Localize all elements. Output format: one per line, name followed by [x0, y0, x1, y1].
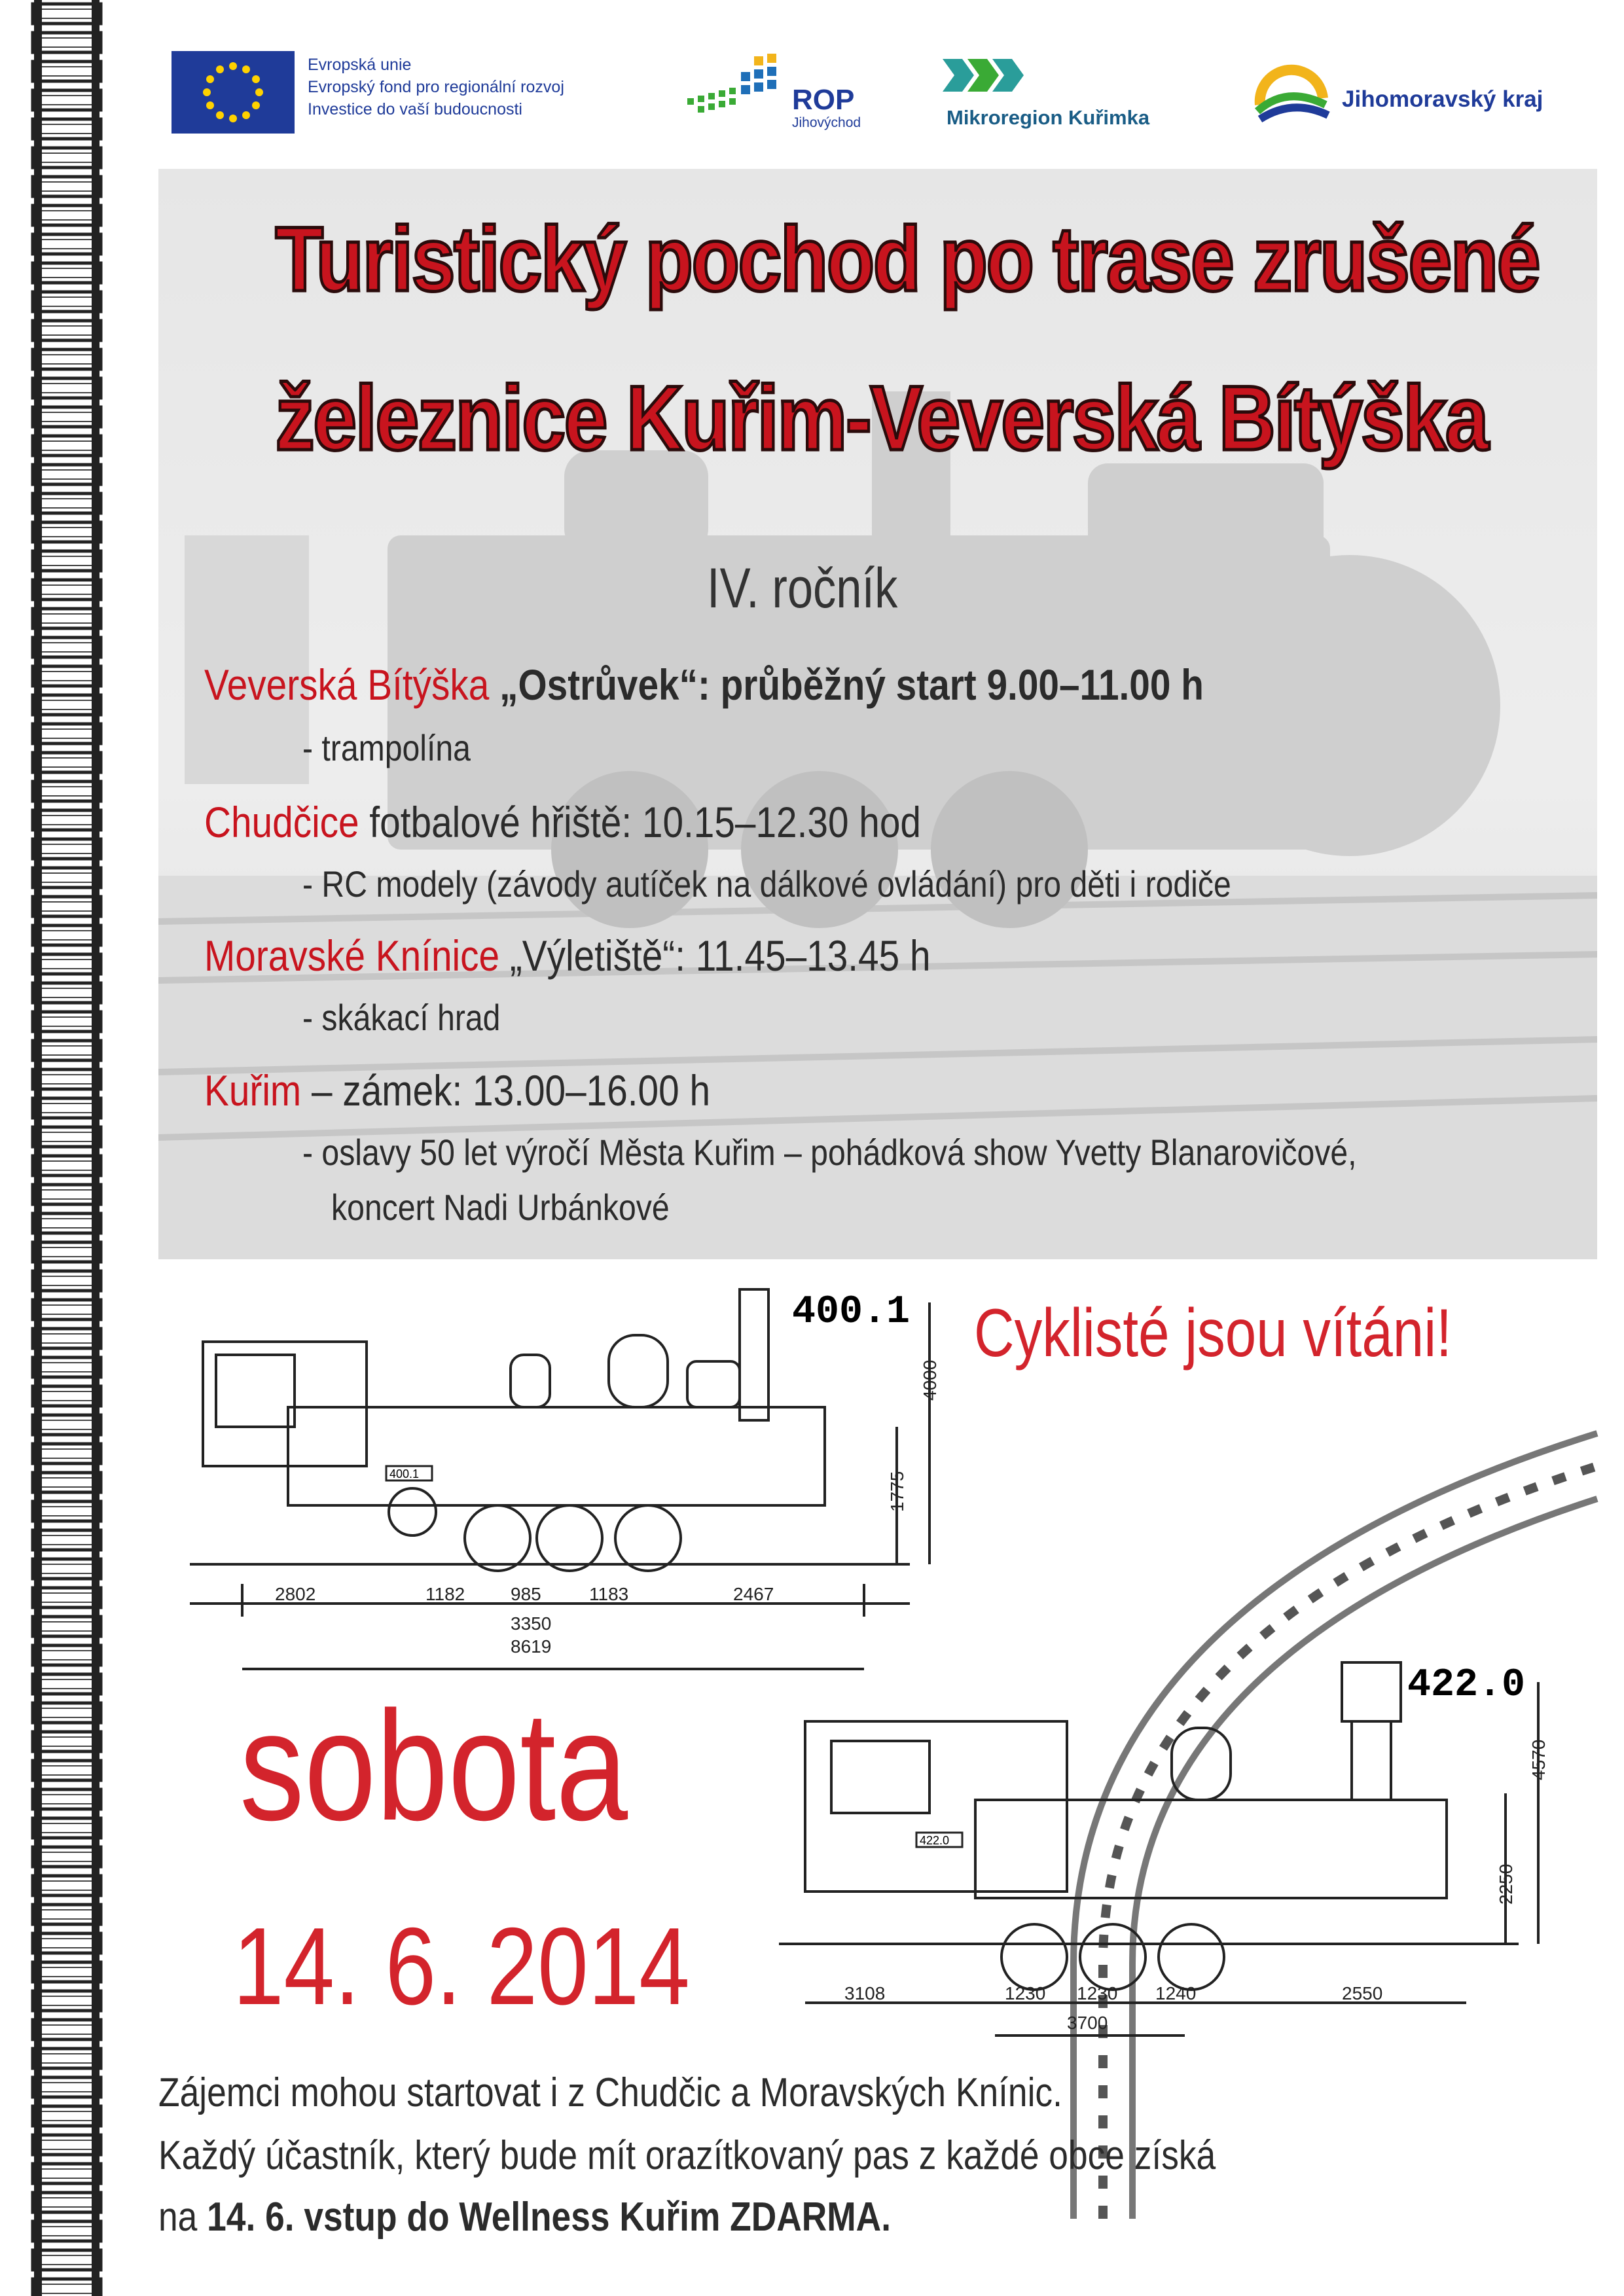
title-line-2: železnice Kuřim-Veverská Bítýška [275, 367, 1488, 469]
schedule-detail: – zámek: 13.00–16.00 h [301, 1066, 711, 1115]
kraj-icon [1247, 59, 1339, 131]
loco2-plate: 422.0 [920, 1834, 950, 1847]
left-rail-strip [27, 0, 106, 2296]
event-date: 14. 6. 2014 [233, 1905, 690, 2028]
schedule-detail: „Výletiště“: 11.45–13.45 h [499, 931, 931, 980]
kraj-logo [1247, 59, 1587, 144]
schedule-place: Kuřim [204, 1066, 302, 1115]
schedule-note-3: - skákací hrad [302, 997, 501, 1038]
rop-sub: Jihovýchod [792, 115, 861, 130]
schedule-place: Moravské Knínice [204, 931, 500, 980]
dim: 2802 [275, 1584, 316, 1604]
loco2-number: 422.0 [1407, 1663, 1526, 1708]
dim: 4570 [1528, 1739, 1549, 1780]
dim: 3108 [844, 1983, 886, 2003]
dim: 2250 [1496, 1863, 1516, 1905]
footer-prefix: na [158, 2195, 208, 2240]
mikroregion-name: Mikroregion Kuřimka [947, 106, 1150, 129]
footer-line-1: Zájemci mohou startovat i z Chudčic a Moravských Knínic. [158, 2070, 1062, 2115]
kraj-name: Jihomoravský kraj [1342, 86, 1543, 112]
logo-bar [0, 46, 1624, 144]
dim: 985 [511, 1584, 541, 1604]
eu-flag-icon [171, 51, 295, 134]
eu-text [308, 54, 564, 120]
eu-line-1: Evropská unie [308, 56, 412, 74]
schedule-note-1: - trampolína [302, 727, 471, 768]
schedule-item-3 [204, 931, 931, 980]
chevrons-icon [943, 52, 1041, 98]
loco1-plate: 400.1 [389, 1467, 420, 1480]
dim: 8619 [511, 1636, 552, 1657]
event-day: sobota [240, 1679, 628, 1853]
eu-line-3: Investice do vaší budoucnosti [308, 100, 522, 118]
edition: IV. ročník [707, 557, 898, 620]
schedule-note-4b: koncert Nadi Urbánkové [331, 1187, 670, 1228]
schedule-place: Veverská Bítýška [204, 660, 490, 709]
eu-line-2: Evropský fond pro regionální rozvoj [308, 78, 564, 96]
rop-logo [681, 52, 877, 137]
schedule-item-2 [204, 797, 921, 847]
schedule-place: Chudčice [204, 798, 359, 846]
schedule-item-4 [204, 1066, 710, 1115]
cyclists-welcome: Cyklisté jsou vítáni! [974, 1295, 1452, 1371]
schedule-note-2: - RC modely (závody autíček na dálkové ovládání) pro děti i rodiče [302, 863, 1231, 905]
footer-line-3 [158, 2194, 891, 2240]
dim: 2467 [733, 1584, 774, 1604]
footer-bold: 14. 6. vstup do Wellness Kuřim ZDARMA. [207, 2195, 892, 2240]
rop-icon [681, 52, 792, 131]
loco1-number: 400.1 [792, 1290, 911, 1335]
schedule-detail: „Ostrůvek“: průběžný start 9.00–11.00 h [489, 660, 1204, 709]
dim: 1182 [425, 1584, 465, 1604]
rop-name: ROP [792, 84, 855, 116]
dim: 4000 [920, 1359, 940, 1401]
schedule-note-4: - oslavy 50 let výročí Města Kuřim – pohádková show Yvetty Blanarovičové, [302, 1132, 1357, 1173]
locomotive-drawing-422 [779, 1643, 1591, 2075]
dim: 1230 [1005, 1983, 1046, 2003]
dim: 3350 [511, 1613, 552, 1634]
dim: 1183 [589, 1584, 629, 1604]
schedule-detail: fotbalové hřiště: 10.15–12.30 hod [359, 798, 921, 846]
dim: 1775 [887, 1471, 907, 1512]
dim: 3700 [1067, 2013, 1108, 2033]
footer-line-2: Každý účastník, který bude mít orazítkovaný pas z každé obce získá [158, 2133, 1216, 2178]
dim: 2550 [1342, 1983, 1383, 2003]
title-line-1: Turistický pochod po trase zrušené [275, 207, 1540, 310]
dim: 1230 [1077, 1983, 1118, 2003]
mikroregion-logo [943, 52, 1218, 137]
dim: 1240 [1155, 1983, 1197, 2003]
schedule-item-1 [204, 660, 1204, 709]
